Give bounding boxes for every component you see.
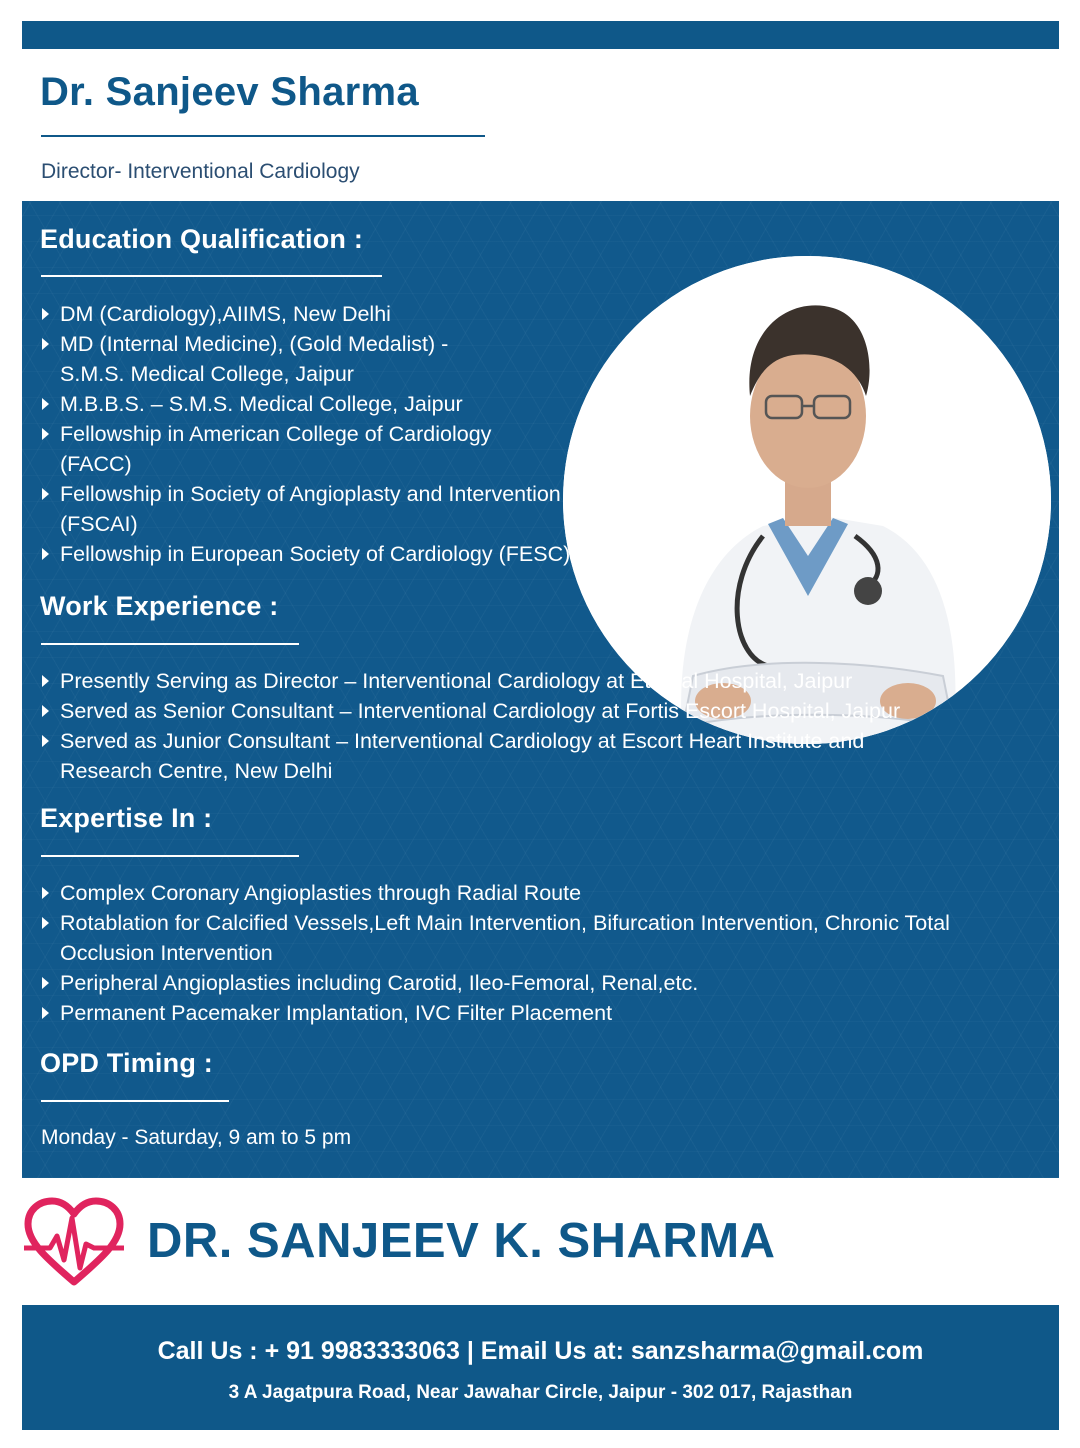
brand-name: DR. SANJEEV K. SHARMA	[147, 1214, 776, 1268]
list-item: Served as Senior Consultant – Interventional Cardiology at Fortis Escort Hospital, Jaipur	[40, 696, 1040, 726]
expertise-list	[40, 878, 1040, 1028]
heart-pulse-icon	[24, 1196, 124, 1288]
list-item: Rotablation for Calcified Vessels,Left Main Intervention, Bifurcation Intervention, Chronic Total Occlusion Intervention	[40, 908, 1040, 968]
doctor-name: Dr. Sanjeev Sharma	[40, 70, 419, 114]
list-item: Served as Junior Consultant – Interventional Cardiology at Escort Heart Institute and Research Centre, New Delhi	[40, 726, 1040, 786]
work-title: Work Experience :	[40, 591, 279, 621]
list-item: Presently Serving as Director – Interventional Cardiology at Eternal Hospital, Jaipur	[40, 666, 1040, 696]
list-item: DM (Cardiology),AIIMS, New Delhi	[40, 299, 620, 329]
name-divider	[41, 135, 485, 137]
designation: Director- Interventional Cardiology	[41, 160, 360, 183]
top-bar	[22, 21, 1059, 49]
work-divider	[41, 643, 299, 645]
list-item: Fellowship in Society of Angioplasty and Intervention (FSCAI)	[40, 479, 620, 539]
opd-timing: Monday - Saturday, 9 am to 5 pm	[41, 1126, 352, 1149]
education-list	[40, 299, 620, 569]
list-item: Complex Coronary Angioplasties through Radial Route	[40, 878, 1040, 908]
opd-divider	[41, 1100, 229, 1102]
expertise-divider	[41, 855, 299, 857]
list-item: M.B.B.S. – S.M.S. Medical College, Jaipur	[40, 389, 620, 419]
list-item: MD (Internal Medicine), (Gold Medalist) - S.M.S. Medical College, Jaipur	[40, 329, 620, 389]
education-divider	[41, 275, 382, 277]
expertise-title: Expertise In :	[40, 803, 213, 833]
list-item: Permanent Pacemaker Implantation, IVC Filter Placement	[40, 998, 1040, 1028]
education-title: Education Qualification :	[40, 224, 364, 254]
opd-title: OPD Timing :	[40, 1048, 213, 1078]
list-item: Fellowship in European Society of Cardiology (FESC)	[40, 539, 620, 569]
footer-bar	[22, 1305, 1059, 1430]
list-item: Peripheral Angioplasties including Carotid, Ileo-Femoral, Renal,etc.	[40, 968, 1040, 998]
work-list	[40, 666, 1040, 786]
footer-contact: Call Us : + 91 9983333063 | Email Us at: sanzsharma@gmail.com	[157, 1337, 924, 1365]
list-item: Fellowship in American College of Cardiology (FACC)	[40, 419, 620, 479]
footer-address: 3 A Jagatpura Road, Near Jawahar Circle, Jaipur - 302 017, Rajasthan	[228, 1382, 853, 1403]
